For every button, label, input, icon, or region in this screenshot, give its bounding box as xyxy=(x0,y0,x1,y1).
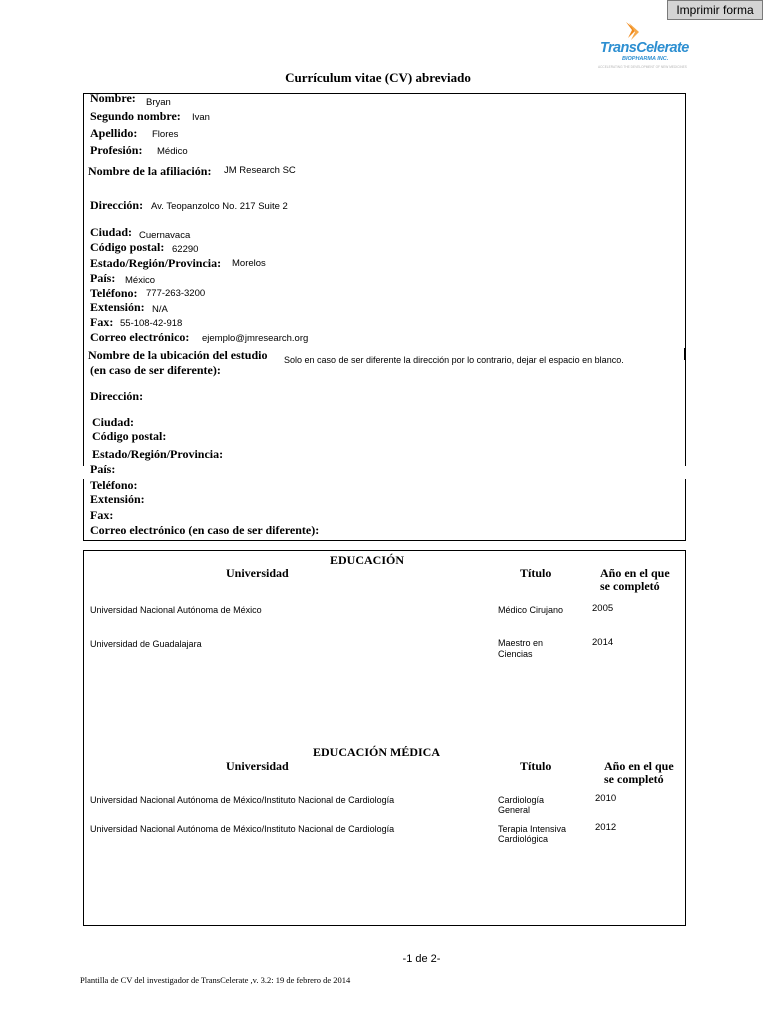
ciudad-value[interactable]: Cuernavaca xyxy=(139,230,191,241)
apellido-value[interactable]: Flores xyxy=(152,129,179,140)
site-estado-label: Estado/Región/Provincia: xyxy=(92,447,224,461)
medical-col-title: Título xyxy=(520,759,552,773)
logo-tagline: ACCELERATING THE DEVELOPMENT OF NEW MEDICINES xyxy=(598,65,687,69)
medical-row-title: Cardiología xyxy=(498,795,545,805)
page-title: Currículum vitae (CV) abreviado xyxy=(285,70,471,85)
study-site-note[interactable]: Solo en caso de ser diferente la dirección por lo contrario, dejar el espacio en blanco. xyxy=(284,355,624,365)
segundo-nombre-label: Segundo nombre: xyxy=(90,109,181,123)
medical-row-title-cell[interactable] xyxy=(498,824,588,844)
education-row-year[interactable]: 2014 xyxy=(592,637,614,648)
medical-row-title: Terapia Intensiva xyxy=(498,824,567,834)
education-col-title: Título xyxy=(520,566,552,580)
education-row-university[interactable]: Universidad Nacional Autónoma de México xyxy=(90,605,262,615)
border-gap xyxy=(82,466,85,479)
telefono-label: Teléfono: xyxy=(90,286,138,300)
direccion-value[interactable]: Av. Teopanzolco No. 217 Suite 2 xyxy=(151,201,288,212)
estado-label: Estado/Región/Provincia: xyxy=(90,256,222,270)
correo-value[interactable]: ejemplo@jmresearch.org xyxy=(202,333,309,344)
medical-education-heading: EDUCACIÓN MÉDICA xyxy=(313,745,441,759)
page-number: -1 de 2- xyxy=(402,953,441,965)
education-row-title[interactable]: Médico Cirujano xyxy=(498,605,564,615)
afiliacion-value[interactable]: JM Research SC xyxy=(224,165,296,176)
logo-subtitle: BIOPHARMA INC. xyxy=(622,56,669,62)
site-pais-label: País: xyxy=(90,462,116,476)
education-heading: EDUCACIÓN xyxy=(330,553,405,567)
site-codigo-postal-label: Código postal: xyxy=(92,429,167,443)
extension-label: Extensión: xyxy=(90,300,145,314)
border-gap xyxy=(684,466,687,479)
afiliacion-label: Nombre de la afiliación: xyxy=(88,164,212,178)
direccion-label: Dirección: xyxy=(90,198,144,212)
nombre-label: Nombre: xyxy=(90,91,136,105)
apellido-label: Apellido: xyxy=(90,126,138,140)
extension-value[interactable]: N/A xyxy=(152,304,168,315)
fax-value[interactable]: 55-108-42-918 xyxy=(120,318,183,329)
medical-row-title-cont: Cardiológica xyxy=(498,834,549,844)
ciudad-label: Ciudad: xyxy=(90,225,133,239)
print-form-button[interactable]: Imprimir forma xyxy=(667,0,763,20)
medical-col-year: Año en el que xyxy=(604,759,674,773)
education-row-university[interactable]: Universidad de Guadalajara xyxy=(90,639,202,649)
nombre-value[interactable]: Bryan xyxy=(146,97,171,108)
medical-row-year[interactable]: 2012 xyxy=(595,822,617,833)
site-fax-label: Fax: xyxy=(90,508,114,522)
medical-row-university[interactable]: Universidad Nacional Autónoma de México/Instituto Nacional de Cardiología xyxy=(90,795,395,805)
education-col-year-cont: se completó xyxy=(600,579,660,593)
study-site-label-cont: (en caso de ser diferente): xyxy=(90,363,221,377)
correo-label: Correo electrónico: xyxy=(90,330,190,344)
medical-row-university[interactable]: Universidad Nacional Autónoma de México/Instituto Nacional de Cardiología xyxy=(90,824,395,834)
pais-label: País: xyxy=(90,271,116,285)
site-telefono-label: Teléfono: xyxy=(90,478,138,492)
segundo-nombre-value[interactable]: Ivan xyxy=(192,112,210,123)
education-col-university: Universidad xyxy=(226,566,289,580)
codigo-postal-value[interactable]: 62290 xyxy=(172,244,199,255)
profesion-label: Profesión: xyxy=(90,143,143,157)
profesion-value[interactable]: Médico xyxy=(157,146,188,157)
education-row-title[interactable]: Maestro en xyxy=(498,638,544,648)
medical-row-year[interactable]: 2010 xyxy=(595,793,617,804)
education-row-year[interactable]: 2005 xyxy=(592,603,614,614)
estado-value[interactable]: Morelos xyxy=(232,258,266,269)
education-row-title-cont[interactable]: Ciencias xyxy=(498,649,533,659)
template-version: Plantilla de CV del investigador de TransCelerate ,v. 3.2: 19 de febrero de 2014 xyxy=(80,975,351,985)
border-mark xyxy=(684,348,685,360)
site-direccion-label: Dirección: xyxy=(90,389,144,403)
site-extension-label: Extensión: xyxy=(90,492,145,506)
personal-info-box xyxy=(83,93,686,541)
medical-col-year-cont: se completó xyxy=(604,772,664,786)
study-site-label: Nombre de la ubicación del estudio xyxy=(88,348,268,362)
telefono-value[interactable]: 777-263-3200 xyxy=(146,288,206,299)
transcelerate-logo xyxy=(598,20,689,72)
medical-col-university: Universidad xyxy=(226,759,289,773)
medical-row-title-cell[interactable] xyxy=(498,795,588,815)
logo-name: TransCelerate xyxy=(600,40,689,56)
education-col-year: Año en el que xyxy=(600,566,670,580)
site-ciudad-label: Ciudad: xyxy=(92,415,135,429)
fax-label: Fax: xyxy=(90,315,114,329)
codigo-postal-label: Código postal: xyxy=(90,240,165,254)
medical-row-title-cont: General xyxy=(498,805,531,815)
pais-value[interactable]: México xyxy=(125,275,156,286)
site-correo-label: Correo electrónico (en caso de ser diferente): xyxy=(90,523,320,537)
